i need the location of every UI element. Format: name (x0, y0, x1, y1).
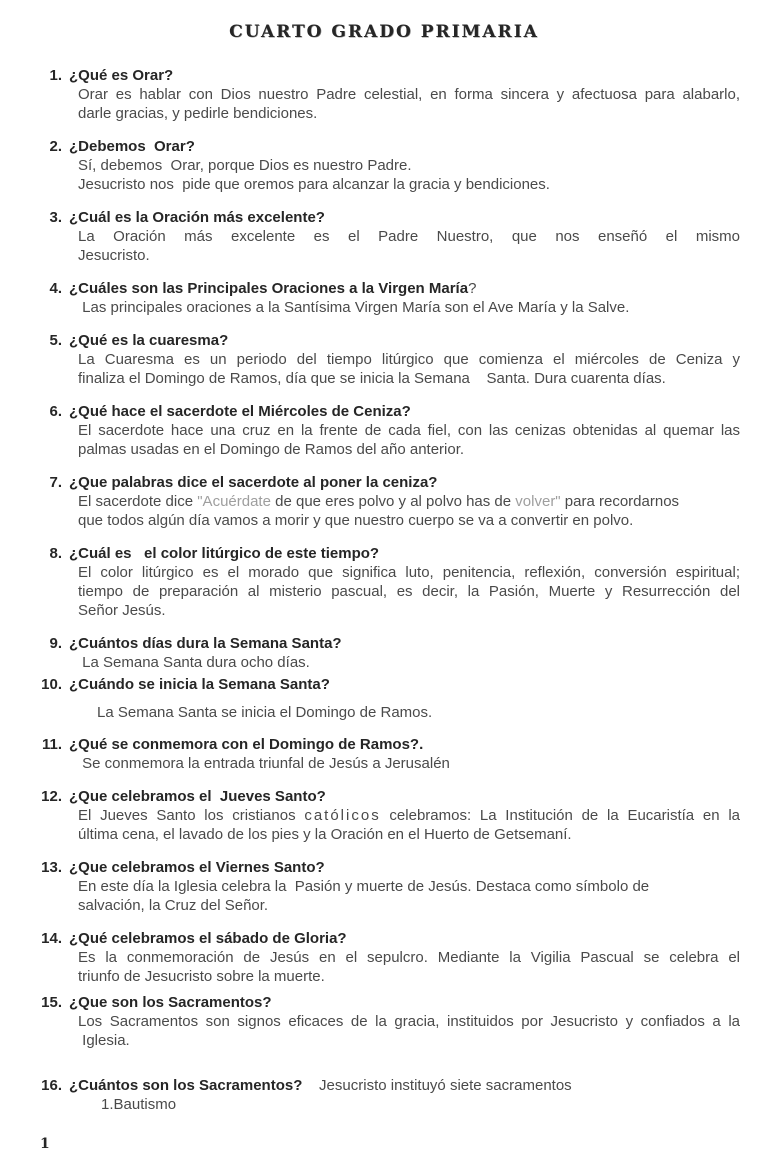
text-segment: ¿Cuándo se inicia la Semana Santa? (69, 676, 330, 693)
question-text (69, 858, 740, 877)
text-segment: tiempo de preparación al misterio pascual, es decir, la Pasión, Muerte y Resurrección del (78, 583, 740, 600)
answer-line (78, 806, 740, 825)
question-text (69, 137, 740, 156)
qa-item-3 (38, 208, 740, 265)
question-body (69, 137, 740, 194)
question-number: 16. (41, 1077, 62, 1094)
answer-line (101, 1095, 740, 1114)
text-segment: En este día la Iglesia celebra la Pasión y muerte de Jesús. Destaca como símbolo de (78, 878, 650, 895)
qa-item-16 (38, 1076, 740, 1114)
text-segment: ¿Que son los Sacramentos? (69, 994, 272, 1011)
text-segment: Señor Jesús. (78, 602, 166, 619)
answer-line (78, 421, 740, 440)
answer-line (78, 85, 740, 104)
text-segment: ¿Cuál es el color litúrgico de este tiempo? (69, 545, 380, 562)
text-segment: celebramos: La Institución de la Eucaristía en la (380, 807, 740, 824)
qa-item-11 (38, 735, 740, 773)
answer-line (78, 653, 740, 672)
question-text (69, 735, 740, 754)
question-body (69, 993, 740, 1050)
answer-line (78, 1031, 740, 1050)
text-segment: salvación, la Cruz del Señor. (78, 897, 269, 914)
text-segment: ¿Que celebramos el Jueves Santo? (69, 788, 326, 805)
answer-text (69, 156, 740, 194)
question-number: 2. (49, 138, 62, 155)
answer-line (78, 440, 740, 459)
question-text (69, 402, 740, 421)
answer-text (69, 806, 740, 844)
text-segment: finaliza el Domingo de Ramos, día que se inicia la Semana Santa. Dura cuarenta días. (78, 370, 666, 387)
qa-item-14 (38, 929, 740, 986)
text-segment: Las principales oraciones a la Santísima Virgen María son el Ave María y la Salve. (78, 299, 630, 316)
answer-text (69, 492, 740, 530)
answer-line (78, 511, 740, 530)
question-text (69, 331, 740, 350)
qa-item-6 (38, 402, 740, 459)
answer-line (78, 967, 740, 986)
text-segment: ¿Qué hace el sacerdote el Miércoles de Ceniza? (69, 403, 411, 420)
answer-line (78, 877, 740, 896)
question-number: 9. (49, 635, 62, 652)
answer-line (78, 896, 740, 915)
text-segment: palmas usadas en el Domingo de Ramos del año anterior. (78, 441, 465, 458)
question-body (69, 858, 740, 915)
question-body (69, 929, 740, 986)
text-segment: ¿Qué celebramos el sábado de Gloria? (69, 930, 347, 947)
question-body (69, 1076, 740, 1114)
answer-text (69, 1095, 740, 1114)
question-number: 7. (49, 474, 62, 491)
question-number: 6. (49, 403, 62, 420)
text-segment: La Semana Santa dura ocho días. (78, 654, 310, 671)
text-segment: darle gracias, y pedirle bendiciones. (78, 105, 318, 122)
text-segment: El sacerdote dice (78, 493, 198, 510)
text-segment: que todos algún día vamos a morir y que nuestro cuerpo se va a convertir en polvo. (78, 512, 634, 529)
text-segment: 1.Bautismo (101, 1096, 177, 1113)
answer-text (69, 948, 740, 986)
answer-text (69, 563, 740, 620)
question-number: 3. (49, 209, 62, 226)
question-text (69, 473, 740, 492)
text-segment: Orar es hablar con Dios nuestro Padre celestial, en forma sincera y afectuosa para alabarlo, (78, 86, 740, 103)
answer-line (78, 825, 740, 844)
text-segment: ¿Qué es Orar? (69, 67, 174, 84)
question-body (69, 331, 740, 388)
text-segment: de que eres polvo y al polvo has de (270, 493, 516, 510)
question-body (69, 66, 740, 123)
qa-item-15 (38, 993, 740, 1050)
text-segment: ? (468, 280, 477, 297)
answer-line (78, 492, 740, 511)
text-segment: Los Sacramentos son signos eficaces de la gracia, instituidos por Jesucristo y confiados a la (78, 1013, 740, 1030)
text-segment: Sí, debemos Orar, porque Dios es nuestro Padre. (78, 157, 412, 174)
question-text (69, 787, 740, 806)
qa-item-2 (38, 137, 740, 194)
question-text (69, 675, 740, 694)
qa-item-1 (38, 66, 740, 123)
text-segment: para recordarnos (560, 493, 680, 510)
question-body (69, 208, 740, 265)
question-text (69, 634, 740, 653)
question-text (69, 929, 740, 948)
qa-item-5 (38, 331, 740, 388)
page-number: 1 (40, 1136, 50, 1152)
text-segment: Es la conmemoración de Jesús en el sepulcro. Mediante la Vigilia Pascual se celebra el (78, 949, 740, 966)
question-number: 8. (49, 545, 62, 562)
answer-line (78, 369, 740, 388)
qa-item-12 (38, 787, 740, 844)
text-segment: Se conmemora la entrada triunfal de Jesús a Jerusalén (78, 755, 450, 772)
answer-line (78, 246, 740, 265)
text-segment: ¿Qué se conmemora con el Domingo de Ramos?. (69, 736, 424, 753)
text-segment: La Cuaresma es un periodo del tiempo litúrgico que comienza el miércoles de Ceniza y (78, 351, 740, 368)
answer-text (69, 350, 740, 388)
qa-item-13 (38, 858, 740, 915)
question-number: 14. (41, 930, 62, 947)
text-segment: Jesucristo nos pide que oremos para alcanzar la gracia y bendiciones. (78, 176, 550, 193)
question-number: 13. (41, 859, 62, 876)
quoted-text: "Acuérdate (197, 493, 271, 510)
text-segment: El color litúrgico es el morado que significa luto, penitencia, reflexión, conversión espiritual; (78, 564, 740, 581)
text-segment: Jesucristo. (78, 247, 150, 264)
answer-text (69, 227, 740, 265)
spaced-text: católicos (304, 807, 381, 824)
question-text (69, 1076, 740, 1095)
text-segment: La Semana Santa se inicia el Domingo de Ramos. (97, 704, 433, 721)
answer-text (69, 85, 740, 123)
text-segment: ¿Que celebramos el Viernes Santo? (69, 859, 325, 876)
question-body (69, 634, 740, 672)
answer-line (78, 350, 740, 369)
question-body (69, 279, 740, 317)
answer-text (69, 877, 740, 915)
qa-item-7 (38, 473, 740, 530)
answer-line (78, 582, 740, 601)
answer-text (69, 703, 740, 722)
text-segment: El Jueves Santo los cristianos (78, 807, 305, 824)
qa-item-9 (38, 634, 740, 672)
question-body (69, 787, 740, 844)
question-number: 15. (41, 994, 62, 1011)
question-body (69, 402, 740, 459)
question-text (69, 208, 740, 227)
question-text (69, 993, 740, 1012)
question-body (69, 473, 740, 530)
text-segment: Jesucristo instituyó siete sacramentos (302, 1077, 572, 1094)
text-segment: ¿Cuántos son los Sacramentos? (69, 1077, 303, 1094)
answer-line (78, 754, 740, 773)
qa-list (38, 66, 740, 1114)
answer-line (78, 298, 740, 317)
answer-line (78, 104, 740, 123)
answer-line (78, 227, 740, 246)
question-number: 4. (49, 280, 62, 297)
answer-line (78, 175, 740, 194)
question-text (69, 544, 740, 563)
qa-item-8 (38, 544, 740, 620)
qa-item-10 (38, 675, 740, 722)
text-segment: El sacerdote hace una cruz en la frente de cada fiel, con las cenizas obtenidas al quemar las (78, 422, 740, 439)
question-text (69, 279, 740, 298)
quoted-text: volver" (515, 493, 561, 510)
question-body (69, 735, 740, 773)
text-segment: ¿Que palabras dice el sacerdote al poner la ceniza? (69, 474, 438, 491)
answer-line (97, 703, 740, 722)
text-segment: ¿Qué es la cuaresma? (69, 332, 229, 349)
text-segment: Iglesia. (78, 1032, 130, 1049)
answer-line (78, 601, 740, 620)
question-text (69, 66, 740, 85)
answer-text (69, 754, 740, 773)
text-segment: ¿Debemos Orar? (69, 138, 195, 155)
document-title: CUARTO GRADO PRIMARIA (229, 22, 539, 42)
text-segment: ¿Cuál es la Oración más excelente? (69, 209, 325, 226)
text-segment: La Oración más excelente es el Padre Nuestro, que nos enseñó el mismo (78, 228, 740, 245)
answer-line (78, 563, 740, 582)
answer-line (78, 948, 740, 967)
question-number: 11. (41, 736, 62, 753)
question-body (69, 675, 740, 722)
question-number: 5. (49, 332, 62, 349)
question-body (69, 544, 740, 620)
answer-text (69, 421, 740, 459)
text-segment: triunfo de Jesucristo sobre la muerte. (78, 968, 325, 985)
text-segment: ¿Cuántos días dura la Semana Santa? (69, 635, 342, 652)
answer-line (78, 1012, 740, 1031)
answer-line (78, 156, 740, 175)
text-segment: última cena, el lavado de los pies y la Oración en el Huerto de Getsemaní. (78, 826, 572, 843)
answer-text (69, 298, 740, 317)
question-number: 1. (49, 67, 62, 84)
question-number: 10. (41, 676, 62, 693)
question-number: 12. (41, 788, 62, 805)
answer-text (69, 1012, 740, 1050)
qa-item-4 (38, 279, 740, 317)
text-segment: ¿Cuáles son las Principales Oraciones a la Virgen María (69, 280, 469, 297)
answer-text (69, 653, 740, 672)
